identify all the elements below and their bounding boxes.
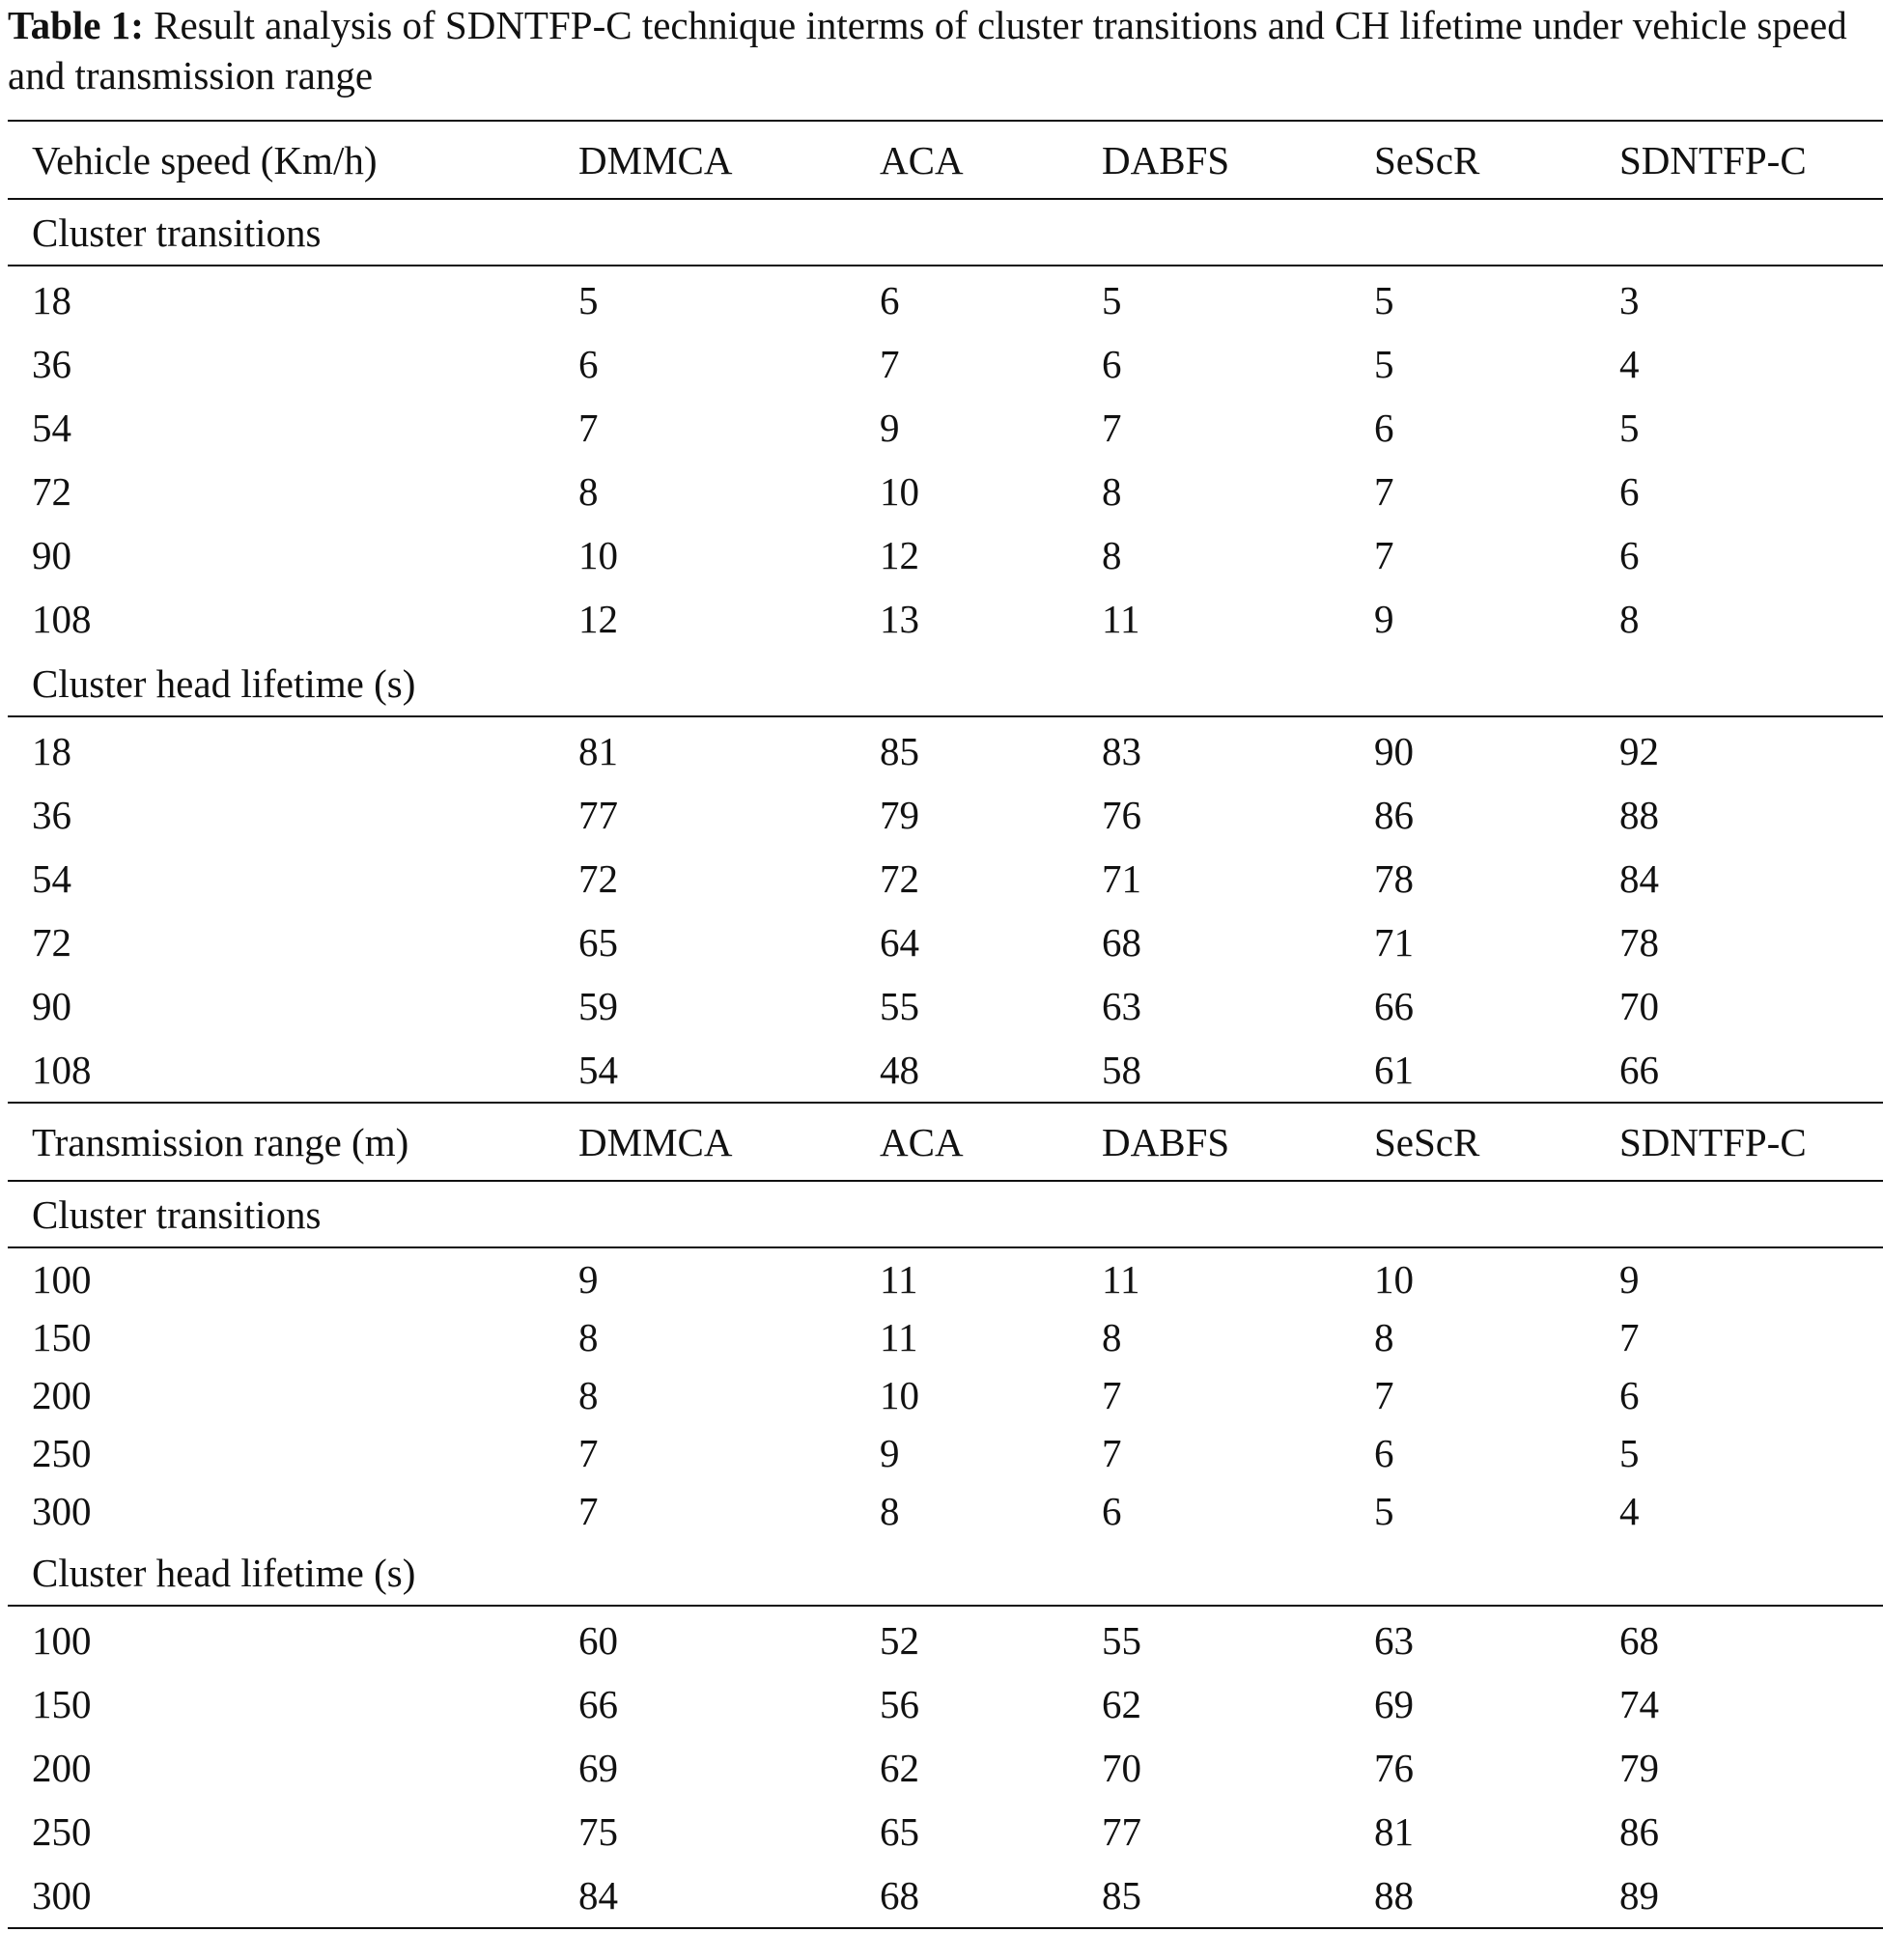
row-label-cell: 36 (32, 793, 71, 837)
table-row (8, 783, 1883, 847)
caption-text: Result analysis of SDNTFP-C technique interms of cluster transitions and CH lifetime under vehicle speed and transmission range (8, 3, 1847, 98)
value-cell: 60 (578, 1618, 618, 1663)
column-header: ACA (856, 121, 1078, 199)
row-label-cell: 300 (8, 1863, 554, 1928)
table-row (8, 523, 1883, 587)
row-header-label: Vehicle speed (Km/h) (8, 121, 554, 199)
value-cell: 10 (880, 1373, 919, 1417)
value-cell: 59 (578, 984, 618, 1028)
value-cell: 70 (1102, 1746, 1141, 1790)
value-cell: 8 (880, 1489, 900, 1533)
value-cell: 77 (1102, 1809, 1141, 1854)
value-cell: 92 (1619, 729, 1659, 773)
value-cell: 6 (1619, 1373, 1640, 1417)
table-row (8, 1863, 1883, 1928)
value-cell: 78 (1374, 856, 1414, 901)
value-cell: 85 (1078, 1863, 1350, 1928)
value-cell: 85 (880, 729, 919, 773)
value-cell: 7 (1102, 1431, 1122, 1475)
value-cell: 64 (880, 920, 919, 965)
table-row (8, 1606, 1883, 1672)
section-title: Cluster head lifetime (s) (8, 651, 1883, 716)
row-label-cell: 18 (32, 278, 71, 322)
value-cell: 54 (578, 1048, 618, 1092)
value-cell: 6 (1102, 1489, 1122, 1533)
row-label-cell: 100 (32, 1618, 92, 1663)
value-cell: 6 (578, 342, 599, 386)
value-cell: 11 (880, 1315, 918, 1359)
value-cell: 81 (1374, 1809, 1414, 1854)
row-label-cell: 54 (32, 856, 71, 901)
value-cell: 7 (1374, 469, 1394, 514)
table-row (8, 1247, 1883, 1308)
value-cell: 4 (1619, 1489, 1640, 1533)
value-cell: 9 (578, 1257, 599, 1302)
value-cell: 7 (578, 406, 599, 450)
value-cell: 66 (1374, 984, 1414, 1028)
value-cell: 5 (1619, 1431, 1640, 1475)
value-cell: 63 (1374, 1618, 1414, 1663)
value-cell: 83 (1102, 729, 1141, 773)
table-row (8, 1424, 1883, 1482)
section-row (8, 1540, 1883, 1606)
row-label-cell: 300 (32, 1489, 92, 1533)
row-label-cell: 72 (32, 920, 71, 965)
value-cell: 6 (1619, 533, 1640, 577)
row-label-cell: 200 (32, 1746, 92, 1790)
value-cell: 75 (578, 1809, 618, 1854)
value-cell: 70 (1619, 984, 1659, 1028)
column-header: ACA (856, 1103, 1078, 1181)
column-header: DABFS (1078, 121, 1350, 199)
row-label-cell: 108 (32, 597, 92, 641)
row-label-cell: 200 (32, 1373, 92, 1417)
section-title: Cluster transitions (8, 199, 1883, 266)
row-label-cell: 90 (32, 984, 71, 1028)
row-label-cell: 150 (32, 1315, 92, 1359)
value-cell: 86 (1374, 793, 1414, 837)
value-cell: 10 (880, 469, 919, 514)
result-table-body (8, 121, 1883, 1928)
value-cell: 8 (1619, 597, 1640, 641)
value-cell: 5 (1374, 278, 1394, 322)
value-cell: 69 (578, 1746, 618, 1790)
value-cell: 10 (578, 533, 618, 577)
table-row (8, 266, 1883, 332)
value-cell: 9 (880, 1431, 900, 1475)
header-row (8, 1103, 1883, 1181)
value-cell: 86 (1619, 1809, 1659, 1854)
value-cell: 6 (1619, 469, 1640, 514)
table-row (8, 1736, 1883, 1800)
section-row (8, 1181, 1883, 1247)
section-title: Cluster transitions (8, 1181, 1883, 1247)
table-row (8, 847, 1883, 910)
value-cell: 63 (1102, 984, 1141, 1028)
value-cell: 68 (856, 1863, 1078, 1928)
table-row (8, 910, 1883, 974)
row-label-cell: 18 (32, 729, 71, 773)
value-cell: 88 (1619, 793, 1659, 837)
value-cell: 5 (1102, 278, 1122, 322)
value-cell: 65 (880, 1809, 919, 1854)
value-cell: 7 (880, 342, 900, 386)
value-cell: 76 (1374, 1746, 1414, 1790)
value-cell: 79 (880, 793, 919, 837)
table-caption (8, 0, 1875, 100)
value-cell: 79 (1619, 1746, 1659, 1790)
value-cell: 71 (1102, 856, 1141, 901)
section-title: Cluster head lifetime (s) (8, 1540, 1883, 1606)
value-cell: 9 (1374, 597, 1394, 641)
value-cell: 7 (1102, 406, 1122, 450)
value-cell: 4 (1619, 342, 1640, 386)
value-cell: 61 (1374, 1048, 1414, 1092)
value-cell: 7 (1102, 1373, 1122, 1417)
table-row (8, 1800, 1883, 1863)
value-cell: 84 (1619, 856, 1659, 901)
value-cell: 3 (1619, 278, 1640, 322)
table-row (8, 332, 1883, 396)
row-label-cell: 100 (32, 1257, 92, 1302)
value-cell: 68 (1619, 1618, 1659, 1663)
row-label-cell: 150 (32, 1682, 92, 1726)
column-header: SeScR (1350, 121, 1595, 199)
row-header-label: Transmission range (m) (8, 1103, 554, 1181)
value-cell: 9 (1619, 1257, 1640, 1302)
value-cell: 9 (880, 406, 900, 450)
value-cell: 10 (1374, 1257, 1414, 1302)
row-label-cell: 72 (32, 469, 71, 514)
row-label-cell: 54 (32, 406, 71, 450)
value-cell: 88 (1350, 1863, 1595, 1928)
row-label-cell: 250 (32, 1431, 92, 1475)
value-cell: 8 (578, 1373, 599, 1417)
value-cell: 5 (1374, 342, 1394, 386)
row-label-cell: 250 (32, 1809, 92, 1854)
value-cell: 72 (880, 856, 919, 901)
table-row (8, 587, 1883, 651)
value-cell: 69 (1374, 1682, 1414, 1726)
table-row (8, 1038, 1883, 1103)
value-cell: 58 (1102, 1048, 1141, 1092)
value-cell: 7 (578, 1431, 599, 1475)
table-row (8, 396, 1883, 460)
value-cell: 62 (1102, 1682, 1141, 1726)
value-cell: 56 (880, 1682, 919, 1726)
value-cell: 8 (1102, 469, 1122, 514)
value-cell: 72 (578, 856, 618, 901)
table-row (8, 1672, 1883, 1736)
value-cell: 84 (554, 1863, 856, 1928)
result-table (8, 120, 1883, 1929)
value-cell: 66 (1619, 1048, 1659, 1092)
value-cell: 11 (880, 1257, 918, 1302)
table-row (8, 716, 1883, 783)
value-cell: 48 (880, 1048, 919, 1092)
table-row (8, 1308, 1883, 1366)
header-row (8, 121, 1883, 199)
value-cell: 6 (1374, 1431, 1394, 1475)
value-cell: 89 (1595, 1863, 1883, 1928)
value-cell: 78 (1619, 920, 1659, 965)
value-cell: 6 (880, 278, 900, 322)
value-cell: 81 (578, 729, 618, 773)
value-cell: 7 (1374, 533, 1394, 577)
table-row (8, 974, 1883, 1038)
value-cell: 66 (578, 1682, 618, 1726)
row-label-cell: 90 (32, 533, 71, 577)
value-cell: 12 (578, 597, 618, 641)
section-row (8, 199, 1883, 266)
value-cell: 8 (1102, 1315, 1122, 1359)
value-cell: 55 (880, 984, 919, 1028)
value-cell: 8 (578, 469, 599, 514)
value-cell: 8 (1374, 1315, 1394, 1359)
value-cell: 5 (1619, 406, 1640, 450)
value-cell: 8 (1102, 533, 1122, 577)
value-cell: 6 (1374, 406, 1394, 450)
value-cell: 7 (1374, 1373, 1394, 1417)
value-cell: 7 (578, 1489, 599, 1533)
table-row (8, 460, 1883, 523)
column-header: SDNTFP-C (1595, 121, 1883, 199)
value-cell: 13 (880, 597, 919, 641)
value-cell: 55 (1102, 1618, 1141, 1663)
value-cell: 5 (578, 278, 599, 322)
column-header: DABFS (1078, 1103, 1350, 1181)
value-cell: 52 (880, 1618, 919, 1663)
row-label-cell: 36 (32, 342, 71, 386)
value-cell: 76 (1102, 793, 1141, 837)
value-cell: 12 (880, 533, 919, 577)
value-cell: 8 (578, 1315, 599, 1359)
table-row (8, 1482, 1883, 1540)
column-header: DMMCA (554, 1103, 856, 1181)
value-cell: 62 (880, 1746, 919, 1790)
value-cell: 5 (1374, 1489, 1394, 1533)
value-cell: 7 (1619, 1315, 1640, 1359)
row-label-cell: 108 (32, 1048, 92, 1092)
value-cell: 6 (1102, 342, 1122, 386)
value-cell: 65 (578, 920, 618, 965)
caption-label: Table 1: (8, 3, 144, 47)
column-header: SDNTFP-C (1595, 1103, 1883, 1181)
column-header: SeScR (1350, 1103, 1595, 1181)
value-cell: 11 (1102, 1257, 1140, 1302)
value-cell: 11 (1102, 597, 1140, 641)
value-cell: 77 (578, 793, 618, 837)
value-cell: 90 (1374, 729, 1414, 773)
value-cell: 68 (1102, 920, 1141, 965)
column-header: DMMCA (554, 121, 856, 199)
value-cell: 71 (1374, 920, 1414, 965)
value-cell: 74 (1619, 1682, 1659, 1726)
section-row (8, 651, 1883, 716)
table-row (8, 1366, 1883, 1424)
